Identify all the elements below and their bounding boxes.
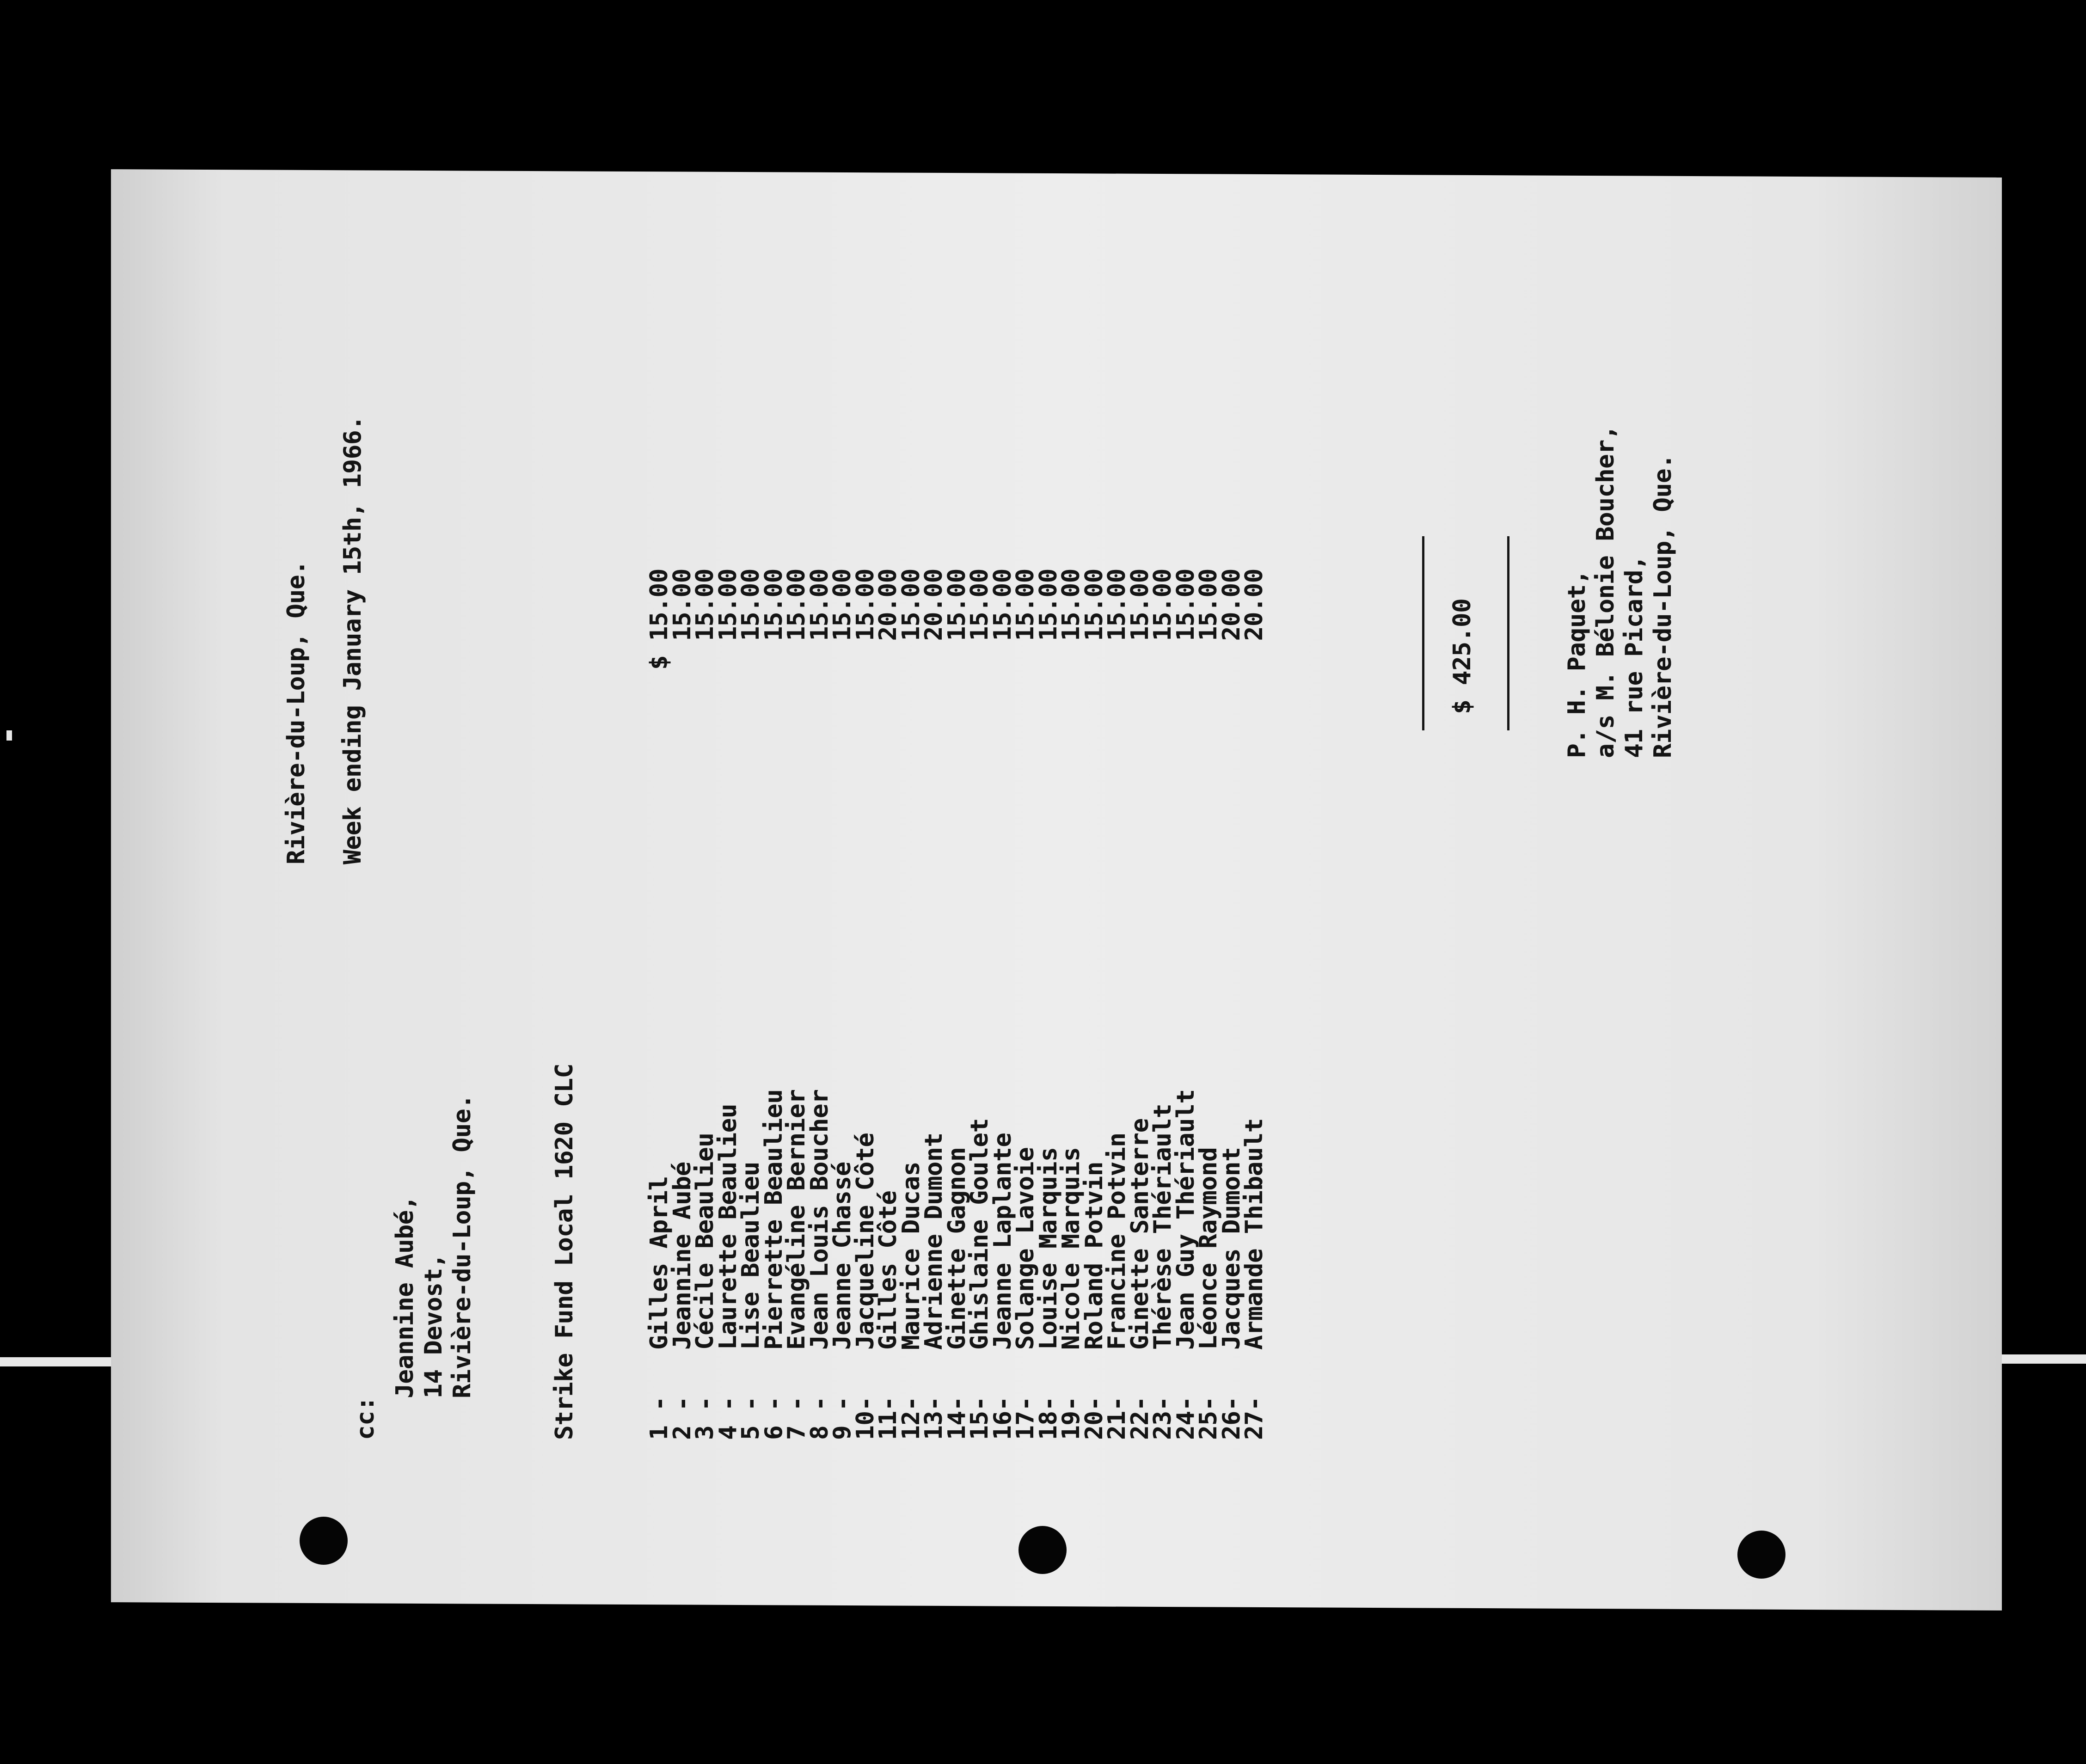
- film-edge-glint-left: [0, 1357, 111, 1366]
- entry-number: 18-: [1035, 1396, 1062, 1440]
- entry-number: 12-: [897, 1396, 925, 1440]
- entry-number: 6 -: [760, 1396, 788, 1440]
- entry-amount: 15.00: [1057, 569, 1085, 641]
- entry-name: Gilles Côté: [874, 1190, 902, 1350]
- entry-number: 19-: [1057, 1396, 1085, 1440]
- entry-name: Maurice Ducas: [897, 1162, 925, 1350]
- cc-label: cc:: [352, 1396, 380, 1440]
- entry-amount: 20.00: [874, 569, 902, 641]
- film-edge-mark: [6, 730, 12, 741]
- entry-amount: 20.00: [1218, 569, 1245, 641]
- entry-amount: 15.00: [783, 569, 810, 641]
- entry-number: 27-: [1240, 1396, 1268, 1440]
- entry-name: Adrienne Dumont: [920, 1133, 948, 1350]
- entry-number: 21-: [1103, 1396, 1131, 1440]
- entry-amount: 15.00: [1035, 569, 1062, 641]
- cc-line-3: Rivière-du-Loup, Que.: [448, 1094, 476, 1398]
- entry-amount: 15.00: [828, 569, 856, 641]
- entry-amount: 15.00: [691, 569, 719, 641]
- entry-amount: 15.00: [1126, 569, 1154, 641]
- entry-number: 16-: [989, 1396, 1017, 1440]
- entry-amount: 15.00: [806, 569, 834, 641]
- entry-amount: 15.00: [760, 569, 788, 641]
- entry-number: 10-: [852, 1396, 879, 1440]
- entry-number: 17-: [1012, 1396, 1039, 1440]
- entry-amount: 15.00: [1103, 569, 1131, 641]
- entry-number: 8 -: [806, 1396, 834, 1440]
- signature-line-4: Rivière-du-Loup, Que.: [1649, 454, 1677, 758]
- entry-name: Jeanne Chassé: [828, 1162, 856, 1350]
- entry-amount: 15.00: [1195, 569, 1222, 641]
- entry-amount: 15.00: [714, 569, 742, 641]
- cc-line-2: 14 Devost,: [420, 1253, 448, 1398]
- entry-number: 1 -: [645, 1396, 673, 1440]
- entry-amount: 15.00: [1012, 569, 1039, 641]
- signature-line-1: P. H. Paquet,: [1563, 570, 1591, 758]
- entry-number: 26-: [1218, 1396, 1245, 1440]
- grand-total: $ 425.00: [1448, 598, 1476, 714]
- entry-number: 20-: [1080, 1396, 1108, 1440]
- entry-amount: 15.00: [1149, 569, 1177, 641]
- entry-number: 23-: [1149, 1396, 1177, 1440]
- entry-number: 7 -: [783, 1396, 810, 1440]
- entry-name: Jacqueline Côté: [852, 1133, 879, 1350]
- entry-number: 11-: [874, 1396, 902, 1440]
- cc-line-1: Jeannine Aubé,: [391, 1195, 419, 1398]
- entry-name: Lise Beaulieu: [737, 1162, 765, 1350]
- entry-name: Solange Lavoie: [1012, 1147, 1039, 1350]
- signature-line-2: a/s M. Bélonie Boucher,: [1592, 425, 1620, 758]
- entry-name: Pierrette Beaulieu: [760, 1089, 788, 1350]
- entry-amount: 15.00: [966, 569, 994, 641]
- entry-amount: 15.00: [897, 569, 925, 641]
- strike-fund-table: [645, 562, 1431, 1440]
- entry-name: Jean Guy Thériault: [1172, 1089, 1200, 1350]
- entry-name: Thérèse Thériault: [1149, 1103, 1177, 1350]
- week-line: Week ending January 15th, 1966.: [339, 416, 367, 864]
- entry-number: 13-: [920, 1396, 948, 1440]
- entry-amount: 20.00: [1240, 569, 1268, 641]
- entry-amount: 15.00: [1172, 569, 1200, 641]
- location-line: Rivière-du-Loup, Que.: [282, 560, 310, 864]
- total-rule-bottom: [1507, 536, 1509, 730]
- entry-name: Roland Potvin: [1080, 1162, 1108, 1350]
- entry-name: Gilles April: [645, 1176, 673, 1350]
- entry-amount: 15.00: [669, 569, 696, 641]
- entry-name: Cécile Beaulieu: [691, 1133, 719, 1350]
- entry-name: Laurette Beaulieu: [714, 1103, 742, 1350]
- entry-name: Ginette Gagnon: [943, 1147, 971, 1350]
- entry-name: Jeanne Laplante: [989, 1133, 1017, 1350]
- entry-number: 24-: [1172, 1396, 1200, 1440]
- entry-amount: $ 15.00: [645, 569, 673, 670]
- document-title: Strike Fund Local 1620 CLC: [551, 1064, 578, 1440]
- entry-amount: 15.00: [1080, 569, 1108, 641]
- entry-name: Evangéline Bernier: [783, 1089, 810, 1350]
- entry-name: Ginette Santerre: [1126, 1118, 1154, 1350]
- entry-number: 3 -: [691, 1396, 719, 1440]
- entry-number: 15-: [966, 1396, 994, 1440]
- entry-number: 25-: [1195, 1396, 1222, 1440]
- entry-amount: 15.00: [852, 569, 879, 641]
- entry-name: Armande Thibault: [1240, 1118, 1268, 1350]
- entry-name: Jean Louis Boucher: [806, 1089, 834, 1350]
- punch-hole-1: [300, 1517, 348, 1565]
- entry-number: 5 -: [737, 1396, 765, 1440]
- entry-number: 4 -: [714, 1396, 742, 1440]
- punch-hole-2: [1018, 1526, 1067, 1574]
- entry-name: Ghislaine Goulet: [966, 1118, 994, 1350]
- punch-hole-3: [1737, 1531, 1785, 1579]
- entry-number: 2 -: [669, 1396, 696, 1440]
- entry-name: Jeannine Aubé: [669, 1162, 696, 1350]
- entry-number: 22-: [1126, 1396, 1154, 1440]
- typed-content: [282, 25, 2086, 1440]
- entry-name: Léonce Raymond: [1195, 1147, 1222, 1350]
- entry-amount: 15.00: [737, 569, 765, 641]
- entry-amount: 15.00: [989, 569, 1017, 641]
- entry-name: Jacques Dumont: [1218, 1147, 1245, 1350]
- entry-name: Francine Potvin: [1103, 1133, 1131, 1350]
- entry-name: Louise Marquis: [1035, 1147, 1062, 1350]
- entry-amount: 15.00: [943, 569, 971, 641]
- total-rule-top: [1422, 536, 1424, 730]
- entry-name: Nicole Marquis: [1057, 1147, 1085, 1350]
- signature-line-3: 41 rue Picard,: [1620, 555, 1648, 758]
- entry-amount: 20.00: [920, 569, 948, 641]
- entry-number: 14-: [943, 1396, 971, 1440]
- entry-number: 9 -: [828, 1396, 856, 1440]
